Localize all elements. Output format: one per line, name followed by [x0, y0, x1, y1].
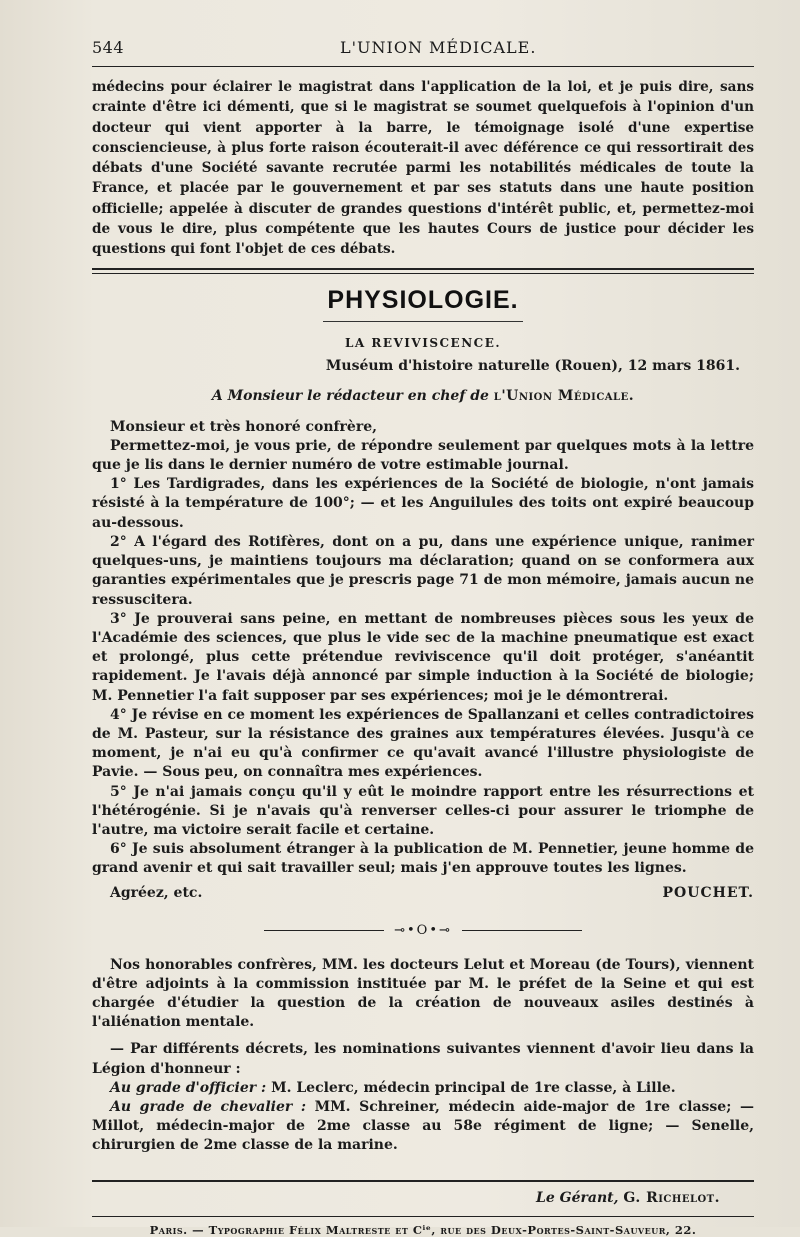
ornament-line-right [462, 930, 582, 931]
journal-title: L'UNION MÉDICALE. [340, 38, 537, 57]
letter-signoff [92, 885, 754, 901]
addressee-journal: l'Union Médicale. [493, 387, 635, 404]
officier-text: M. Leclerc, médecin principal de 1re classe, à Lille. [266, 1079, 676, 1096]
header-rule [92, 66, 754, 67]
letter-paragraph: 4° Je révise en ce moment les expériences de Spallanzani et celles contradictoires de M. Pasteur, sur la résistance des graines aux températures élevées. Jusqu'à ce moment, je n'ai eu qu'à confirmer ce qu'avait avancé l'illustre physiologiste de Pavie. — Sous peu, on connaîtra mes expériences. [92, 706, 754, 781]
officier-line [92, 1079, 754, 1098]
addressee [92, 388, 754, 404]
officier-label: Au grade d'officier : [110, 1079, 267, 1096]
chevalier-text: MM. Schreiner, médecin aide-major de 1re classe; — Millot, médecin-major de 2me classe au 58e régiment de ligne; — Senelle, chirurgien de 2me classe de la marine. [92, 1098, 754, 1154]
ornament-line-left [264, 930, 384, 931]
imprint-line [92, 1223, 754, 1237]
imprint-rule [92, 1216, 754, 1217]
news-section [92, 956, 754, 1156]
news-paragraph: — Par différents décrets, les nominations suivantes viennent d'avoir lieu dans la Légion d'honneur : [92, 1041, 754, 1077]
addressee-prefix: A Monsieur le rédacteur en chef de [211, 387, 494, 404]
gerant-line [92, 1190, 720, 1206]
chevalier-line [92, 1098, 754, 1156]
ornament-glyph: ⊸•O•⊸ [394, 922, 452, 938]
letter-paragraph: 3° Je prouverai sans peine, en mettant de nombreuses pièces sous les yeux de l'Académie des sciences, que plus le vide sec de la machine pneumatique est exact et prolongé, plus cette prétendue reviviscence qu'il doit protéger, s'anéantit rapidement. Je l'avais déjà annoncé par simple induction à la Société de biologie; M. Pennetier l'a fait supposer par ses expériences; moi je le démontrerai. [92, 610, 754, 704]
title-rule [323, 321, 523, 322]
article-title: LA REVIVISCENCE. [344, 335, 502, 350]
intro-paragraph: médecins pour éclairer le magistrat dans l'application de la loi, et je puis dire, sans crainte d'être ici démenti, que si le magistrat se soumet quelquefois à l'opinion d'un docteur qui vient apporter à la barre, le témoignage isolé d'une expertise consciencieuse, à plus forte raison écouterait-il avec déférence ce qui ressortirait des débats d'une Société savante recrutée parmi les notabilités médicales de toute la France, et placée par le gouvernement et par ses statuts dans une haute position officielle; appelée à discuter de grandes questions d'intérêt public, et, permettez-moi de vous le dire, plus compétente que les hautes Cours de justice pour décider les questions qui font l'objet de ces débats. [92, 79, 754, 258]
letter-paragraph: 1° Les Tardigrades, dans les expériences de la Société de biologie, n'ont jamais résisté à la température de 100°; — et les Anguilules des toits ont expiré beaucoup au-dessous. [92, 476, 754, 531]
page-number: 544 [92, 38, 125, 57]
news-paragraph: Nos honorables confrères, MM. les docteurs Lelut et Moreau (de Tours), viennent d'être adjoints à la commission instituée par M. le préfet de la Seine et qui est chargée d'étudier la question de la création de nouveaux asiles destinés à l'aliénation mentale. [92, 956, 754, 1031]
letter-paragraph: Permettez-moi, je vous prie, de répondre seulement par quelques mots à la lettre que je lis dans le dernier numéro de votre estimable journal. [92, 437, 754, 474]
ornament-divider [92, 923, 754, 938]
salutation: Monsieur et très honoré confrère, [110, 418, 377, 435]
letter-paragraph: 2° A l'égard des Rotifères, dont on a pu, dans une expérience unique, ranimer quelques-uns, je maintiens toujours ma déclaration; quand on se conformera aux garanties expérimentales que je prescris page 71 de mon mémoire, jamais aucun ne ressuscitera. [92, 533, 754, 608]
letter-paragraph: 6° Je suis absolument étranger à la publication de M. Pennetier, jeune homme de grand avenir et qui sait travailler seul; mais j'en approuve toutes les lignes. [92, 841, 754, 877]
imprint-text: Paris. — Typographie Félix Maltreste et Cⁱᵉ, rue des Deux-Portes-Saint-Sauveur, 22. [149, 1222, 697, 1237]
running-head [92, 34, 754, 64]
dateline: Muséum d'histoire naturelle (Rouen), 12 mars 1861. [325, 357, 740, 374]
intro-section [92, 77, 754, 260]
gerant-label: Le Gérant, [536, 1189, 619, 1206]
section-divider [92, 268, 754, 274]
closing: Agréez, etc. [110, 884, 203, 901]
section-title: PHYSIOLOGIE. [327, 285, 519, 314]
signature: POUCHET. [662, 884, 754, 901]
chevalier-label: Au grade de chevalier : [110, 1098, 307, 1115]
letter-paragraph: 5° Je n'ai jamais conçu qu'il y eût le moindre rapport entre les résurrections et l'hétérogénie. Si je n'avais qu'à renverser celles-ci pour assurer le triomphe de l'autre, ma victoire serait facile et certaine. [92, 783, 754, 838]
letter-body [92, 418, 754, 901]
footer-rule [92, 1180, 754, 1182]
gerant-name: G. Richelot. [623, 1189, 720, 1206]
